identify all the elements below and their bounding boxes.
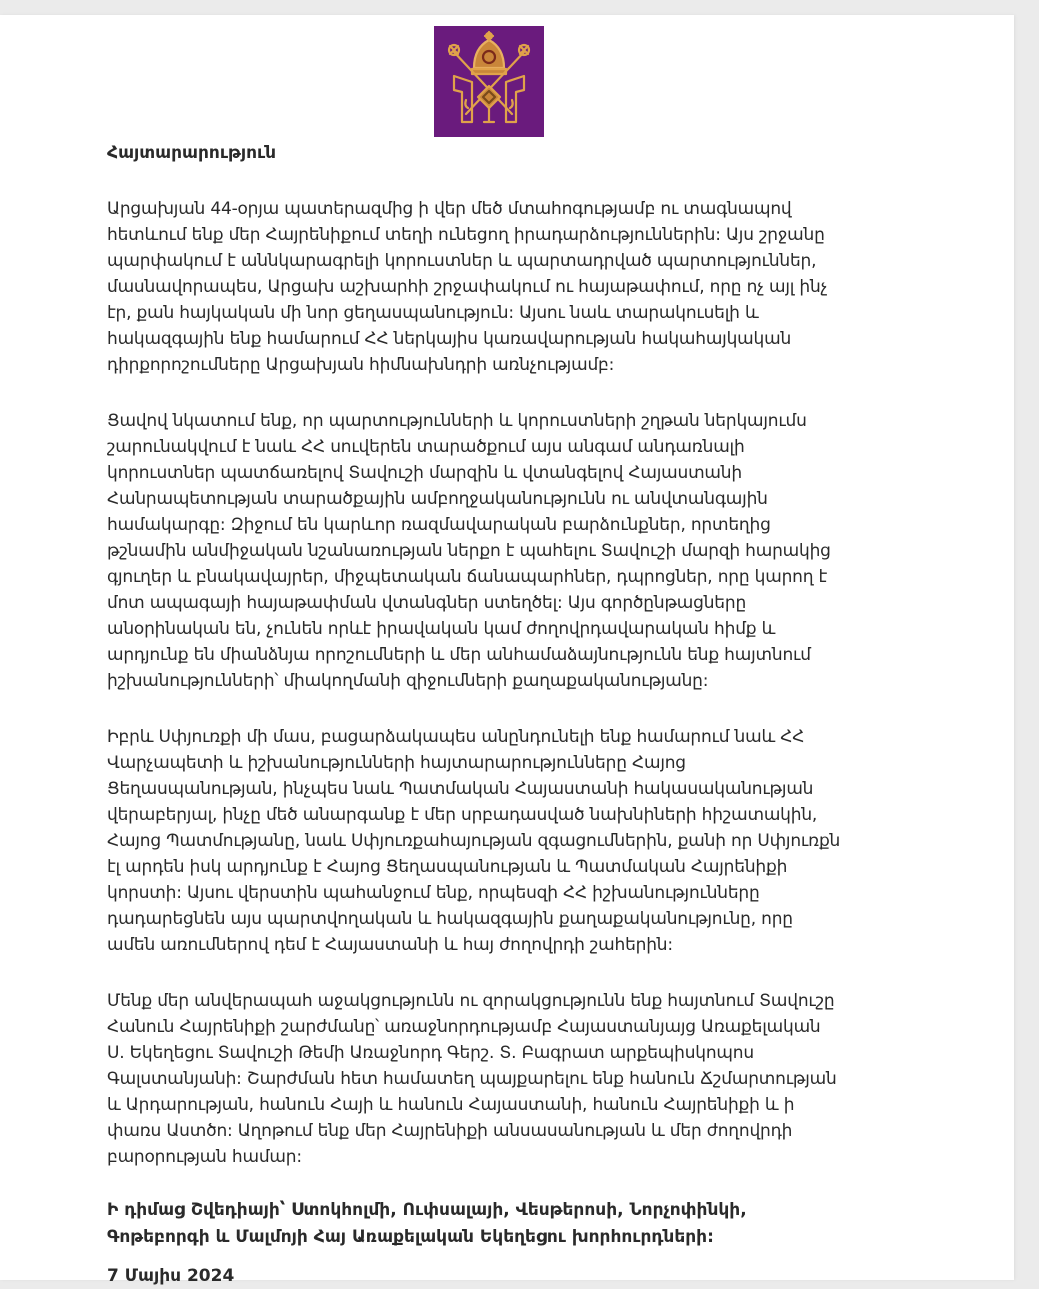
text-line: դիրքորոշումները Արցախյան հիմնախնդրի առնչությամբ: (107, 355, 615, 375)
text-line: Գալստանյանի: Շարժման հետ համատեղ պայքարելու ենք հանուն Ճշմարտության (107, 1069, 837, 1089)
text-line: էլ արդեն իսկ արդյունք է Հայոց Ցեղասպանության և Պատմական Հայրենիքի (107, 857, 788, 877)
text-line: Վարչապետի և իշխանությունների հայտարարությունները Հայոց (107, 753, 686, 773)
text-line: Հայոց Պատմությանը, նաև Սփյուռքահայության զգացումներին, քանի որ Սփյուռքն (107, 831, 841, 851)
statement-body (107, 140, 897, 1289)
paragraph-1 (107, 196, 897, 378)
text-line: փառս Աստծո: Աղոթում ենք մեր Հայրենիքի անսասանության և մեր ժողովրդի (107, 1121, 793, 1141)
text-line: գյուղեր և բնակավայրեր, միջպետական ճանապարհներ, դպրոցներ, որը կարող է (107, 567, 828, 587)
text-line: Հանուն Հայրենիքի շարժմանը՝ առաջնորդությամբ Հայաստանյայց Առաքելական (107, 1017, 821, 1037)
text-line: ամեն առումներով դեմ է Հայաստանի և հայ ժողովրդի շահերին: (107, 935, 673, 955)
text-line: մասնավորապես, Արցախ աշխարհի շրջափակում ու հայաթափում, որը ոչ այլ ինչ (107, 277, 828, 297)
text-line: շարունակվում է նաև ՀՀ սուվերեն տարածքում այս անգամ անդառնալի (107, 437, 745, 457)
text-line: էր, քան հայկական մի նոր ցեղասպանություն: Այսու նաև տարակուսելի և (107, 303, 759, 323)
text-line: Իբրև Սփյուռքի մի մաս, բացարձակապես անընդունելի ենք համարում նաև ՀՀ (107, 727, 805, 747)
signature-line: Ի դիմաց Շվեդիայի՝ Ստոկհոլմի, Ուփսալայի, Վեսթերոսի, Նորչոփինկի, (107, 1200, 747, 1220)
signature-block (107, 1197, 897, 1251)
text-line: արդյունք են միանձնյա որոշումների և մեր անհամաձայնությունն ենք հայտնում (107, 645, 811, 665)
text-line: բարօրության համար: (107, 1147, 302, 1167)
paragraph-3 (107, 724, 897, 958)
paragraph-4 (107, 988, 897, 1170)
text-line: հետևում ենք մեր Հայրենիքում տեղի ունեցող իրադարձություններին: Այս շրջանը (107, 225, 825, 245)
text-line: կորստի: Այսու վերստին պահանջում ենք, որպեսզի ՀՀ իշխանությունները (107, 883, 760, 903)
text-line: դադարեցնեն այս պարտվողական և հակազգային քաղաքականությունը, որը (107, 909, 793, 929)
statement-date: 7 Մայիս 2024 (107, 1266, 235, 1286)
text-line: և Արդարության, հանուն Հայի և հանուն Հայաստանի, հանուն Հայրենիքի և ի (107, 1095, 795, 1115)
text-line: հակազգային ենք համարում ՀՀ ներկայիս կառավարության հակահայկական (107, 329, 792, 349)
signature-line: Գոթեբորգի և Մալմոյի Հայ Առաքելական Եկեղեցու խորհուրդների: (107, 1227, 714, 1247)
text-line: մոտ ապագայի հայաթափման վտանգներ ստեղծել: Այս գործընթացները (107, 593, 747, 613)
text-line: Ս. Եկեղեցու Տավուշի Թեմի Առաջնորդ Գերշ. Տ. Բագրատ արքեպիսկոպոս (107, 1043, 754, 1063)
text-line: Մենք մեր անվերապահ աջակցությունն ու զորակցությունն ենք հայտնում Տավուշը (107, 991, 835, 1011)
document-page (0, 15, 1014, 1286)
text-line: Արցախյան 44-օրյա պատերազմից ի վեր մեծ մտահոգությամբ ու տագնապով (107, 199, 792, 219)
emblem-graphic (434, 26, 544, 137)
statement-title: Հայտարարություն (107, 143, 277, 163)
text-line: Ցավով նկատում ենք, որ պարտությունների և կորուստների շղթան ներկայումս (107, 411, 807, 431)
text-line: Հանրապետության տարածքային ամբողջականությունն ու անվտանգային (107, 489, 768, 509)
text-line: վերաբերյալ, ինչը մեծ անարգանք է մեր սրբադասված նախնիների հիշատակին, (107, 805, 818, 825)
text-line: պարփակում է աննկարագրելի կորուստներ և պարտադրված պարտություններ, (107, 251, 817, 271)
paragraph-2 (107, 408, 897, 694)
armenian-church-emblem-icon (434, 26, 544, 137)
text-line: անօրինական են, չունեն որևէ իրավական կամ ժողովրդավարական հիմք և (107, 619, 776, 639)
text-line: կորուստներ պատճառելով Տավուշի մարզին և վտանգելով Հայաստանի (107, 463, 742, 483)
text-line: համակարգը: Զիջում են կարևոր ռազմավարական բարձունքներ, որտեղից (107, 515, 771, 535)
text-line: իշխանությունների՝ միակողմանի զիջումների քաղաքականությանը: (107, 671, 709, 691)
text-line: թշնամին անմիջական նշանառության ներքո է պահելու Տավուշի մարզի հարակից (107, 541, 831, 561)
text-line: Ցեղասպանության, ինչպես նաև Պատմական Հայաստանի հակասականության (107, 779, 814, 799)
